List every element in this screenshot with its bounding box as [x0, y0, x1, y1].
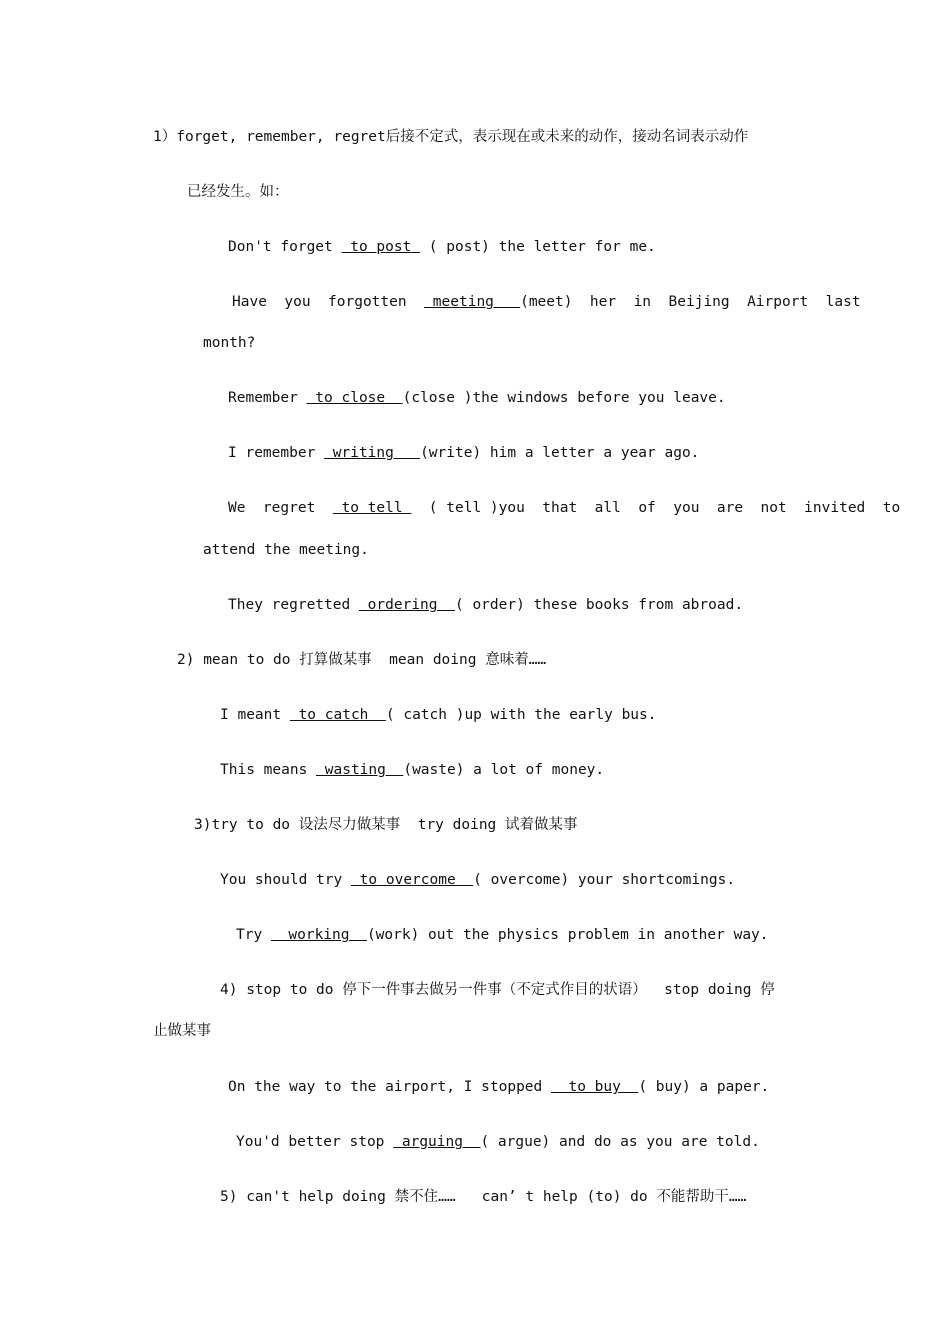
example-9: You should try to overcome ( overcome) your shortcomings.: [220, 872, 736, 888]
answer-blank: to overcome: [350, 872, 474, 888]
answer-blank: wasting: [316, 762, 404, 778]
answer-blank: to tell: [332, 500, 412, 516]
answer-blank: arguing: [393, 1134, 481, 1150]
rule-1-line-2: 已经发生。如：: [187, 184, 289, 200]
answer-blank: ordering: [358, 597, 455, 613]
example-10: Try working (work) out the physics problem in another way.: [236, 927, 769, 943]
example-4: I remember writing (write) him a letter a year ago.: [228, 445, 700, 461]
example-2-line-2: month?: [203, 335, 256, 351]
answer-blank: to catch: [289, 707, 386, 723]
answer-blank: writing: [324, 445, 421, 461]
example-6: They regretted ordering ( order) these books from abroad.: [228, 597, 744, 613]
rule-1-line-1: 1）forget, remember, regret后接不定式，表示现在或未来的动作，接动名词表示动作: [153, 129, 749, 145]
example-5-line-1: We regret to tell ( tell )you that all of you are not invited to: [228, 500, 901, 516]
example-8: This means wasting (waste) a lot of money.: [220, 762, 605, 778]
example-3: Remember to close (close )the windows before you leave.: [228, 390, 726, 406]
example-11: On the way to the airport, I stopped to buy ( buy) a paper.: [228, 1079, 770, 1095]
answer-blank: to buy: [551, 1079, 639, 1095]
example-5-line-2: attend the meeting.: [203, 542, 369, 558]
answer-blank: working: [270, 927, 367, 943]
example-12: You'd better stop arguing ( argue) and do as you are told.: [236, 1134, 760, 1150]
example-7: I meant to catch ( catch )up with the early bus.: [220, 707, 657, 723]
example-2-line-1: Have you forgotten meeting (meet) her in Beijing Airport last: [232, 294, 861, 310]
rule-4-line-1: 4) stop to do 停下一件事去做另一件事（不定式作目的状语） stop doing 停: [220, 982, 775, 998]
rule-2-heading: 2) mean to do 打算做某事 mean doing 意味着……: [177, 652, 547, 668]
answer-blank: meeting: [424, 294, 521, 310]
answer-blank: to post: [341, 239, 421, 255]
rule-3-heading: 3)try to do 设法尽力做某事 try doing 试着做某事: [194, 817, 578, 833]
answer-blank: to close: [306, 390, 403, 406]
rule-5-heading: 5) can't help doing 禁不住…… can’ t help (to) do 不能帮助干……: [220, 1189, 747, 1205]
example-1: Don't forget to post ( post) the letter for me.: [228, 239, 656, 255]
rule-4-line-2: 止做某事: [153, 1023, 211, 1039]
